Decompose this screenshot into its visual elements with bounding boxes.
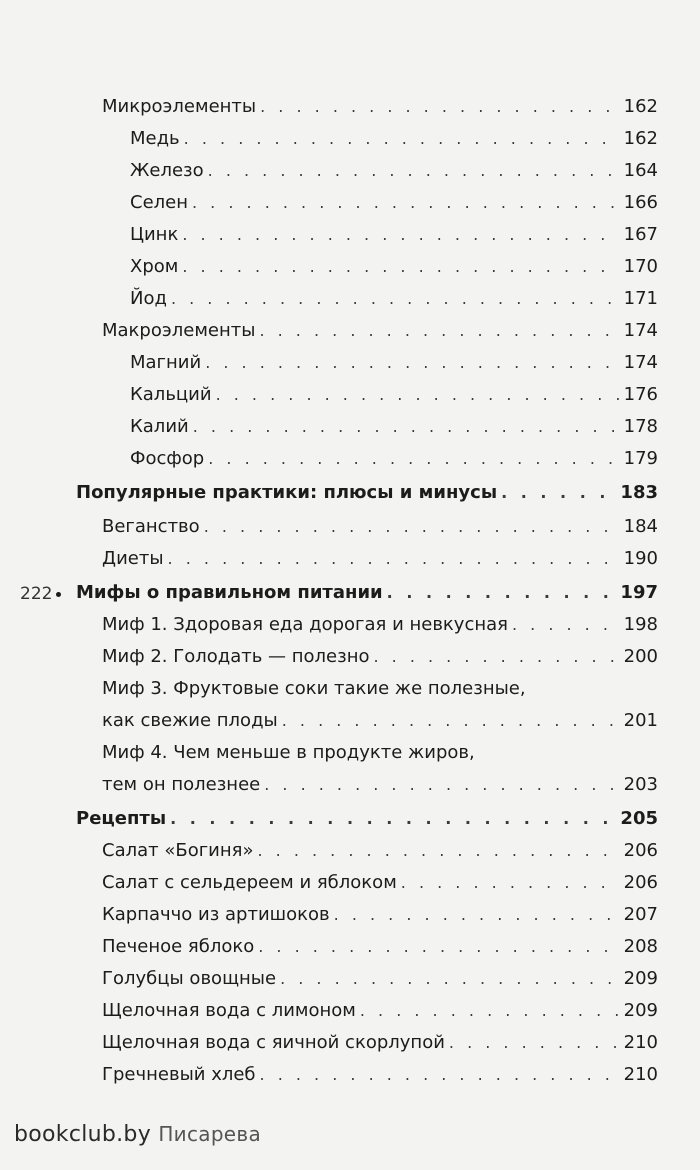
toc-entry-page: 167 bbox=[623, 224, 658, 245]
toc-entry-title: как свежие плоды bbox=[102, 710, 278, 731]
toc-entry-cabbage-rolls bbox=[102, 958, 658, 990]
toc-entry-title: Медь bbox=[130, 128, 180, 149]
dot-leader bbox=[360, 1000, 620, 1022]
toc-entry-title: Мифы о правильном питании bbox=[76, 582, 383, 603]
toc-entry-page: 162 bbox=[623, 96, 658, 117]
toc-entry-alkaline-water-eggshell bbox=[102, 1022, 658, 1054]
toc-entry-calcium bbox=[130, 374, 658, 406]
dot-leader bbox=[258, 936, 619, 958]
dot-leader bbox=[208, 448, 619, 470]
toc-entry-title: Веганство bbox=[102, 516, 200, 537]
toc-entry-veganism bbox=[102, 506, 658, 538]
dot-leader bbox=[205, 352, 619, 374]
dot-leader bbox=[512, 614, 620, 636]
toc-entry-page: 207 bbox=[623, 904, 658, 925]
toc-entry-page: 178 bbox=[623, 416, 658, 437]
dot-leader bbox=[182, 256, 619, 278]
toc-entry-salad-celery bbox=[102, 862, 658, 894]
toc-entry-page: 198 bbox=[623, 614, 658, 635]
toc-entry-page: 206 bbox=[623, 872, 658, 893]
toc-entry-page: 184 bbox=[623, 516, 658, 537]
dot-leader bbox=[182, 224, 619, 246]
toc-entry-page: 209 bbox=[623, 1000, 658, 1021]
dot-leader bbox=[282, 710, 620, 732]
dot-leader bbox=[260, 1064, 620, 1086]
toc-entry-title: Миф 2. Голодать — полезно bbox=[102, 646, 370, 667]
toc-chapter-myths bbox=[76, 572, 658, 604]
dot-leader bbox=[264, 774, 619, 796]
toc-entry-myth-2 bbox=[102, 636, 658, 668]
toc-entry-zinc bbox=[130, 214, 658, 246]
toc-entry-title: Голубцы овощные bbox=[102, 968, 277, 989]
toc-entry-title: Диеты bbox=[102, 548, 164, 569]
toc-entry-title: Популярные практики: плюсы и минусы bbox=[76, 482, 498, 503]
toc-entry-page: 205 bbox=[620, 808, 658, 829]
site-watermark: bookclub.by bbox=[14, 1122, 152, 1147]
dot-leader bbox=[170, 808, 616, 830]
toc-entry-title: Печеное яблоко bbox=[102, 936, 255, 957]
toc-entry-myth-4 bbox=[102, 764, 658, 796]
toc-entry-microelements bbox=[102, 86, 658, 118]
dot-leader bbox=[171, 288, 620, 310]
toc-entry-macroelements bbox=[102, 310, 658, 342]
toc-entry-page: 162 bbox=[623, 128, 658, 149]
toc-entry-title: Железо bbox=[130, 160, 204, 181]
toc-entry-page: 200 bbox=[623, 646, 658, 667]
toc-entry-page: 206 bbox=[623, 840, 658, 861]
dot-leader bbox=[280, 968, 620, 990]
toc-entry-title: Карпаччо из артишоков bbox=[102, 904, 330, 925]
dot-leader bbox=[204, 516, 620, 538]
toc-entry-iron bbox=[130, 150, 658, 182]
toc-entry-title: Салат с сельдереем и яблоком bbox=[102, 872, 397, 893]
dot-leader bbox=[449, 1032, 620, 1054]
dot-leader bbox=[208, 160, 620, 182]
dot-leader bbox=[387, 582, 617, 604]
toc-entry-page: 201 bbox=[623, 710, 658, 731]
toc-entry-title: Цинк bbox=[130, 224, 179, 245]
toc-entry-title: тем он полезнее bbox=[102, 774, 261, 795]
toc-entry-title: Фосфор bbox=[130, 448, 205, 469]
toc-entry-page: 179 bbox=[623, 448, 658, 469]
toc-entry-phosphorus bbox=[130, 438, 658, 470]
toc-entry-title: Кальций bbox=[130, 384, 212, 405]
toc-entry-page: 209 bbox=[623, 968, 658, 989]
dot-leader bbox=[259, 320, 619, 342]
dot-leader bbox=[373, 646, 619, 668]
toc-entry-page: 174 bbox=[623, 352, 658, 373]
toc-entry-page: 171 bbox=[623, 288, 658, 309]
toc-entry-salad-goddess bbox=[102, 830, 658, 862]
toc-entry-alkaline-water-lemon bbox=[102, 990, 658, 1022]
toc-entry-title: Микроэлементы bbox=[102, 96, 257, 117]
toc-entry-myth-1 bbox=[102, 604, 658, 636]
page-number-bullet bbox=[56, 592, 61, 597]
dot-leader bbox=[257, 840, 619, 862]
page-number: 222 bbox=[20, 584, 53, 604]
toc-entry-magnesium bbox=[130, 342, 658, 374]
toc-entry-page: 176 bbox=[623, 384, 658, 405]
toc-entry-title: Калий bbox=[130, 416, 189, 437]
toc-entry-selenium bbox=[130, 182, 658, 214]
dot-leader bbox=[184, 128, 620, 150]
toc-entry-page: 166 bbox=[623, 192, 658, 213]
toc-entry-title: Щелочная вода с яичной скорлупой bbox=[102, 1032, 445, 1053]
toc-entry-title: Йод bbox=[130, 288, 167, 309]
dot-leader bbox=[168, 548, 620, 570]
dot-leader bbox=[501, 482, 616, 504]
toc-entry-myth-3 bbox=[102, 700, 658, 732]
dot-leader bbox=[216, 384, 620, 406]
footer-watermark bbox=[14, 1122, 261, 1147]
toc-entry-page: 190 bbox=[623, 548, 658, 569]
toc-chapter-popular-practices bbox=[76, 472, 658, 504]
toc-entry-title: Рецепты bbox=[76, 808, 167, 829]
toc-entry-title: Гречневый хлеб bbox=[102, 1064, 256, 1085]
toc-entry-myth-4-line1: Миф 4. Чем меньше в продукте жиров, bbox=[102, 742, 475, 763]
toc-entry-page: 210 bbox=[623, 1032, 658, 1053]
toc-entry-carpaccio bbox=[102, 894, 658, 926]
toc-entry-buckwheat-bread bbox=[102, 1054, 658, 1086]
dot-leader bbox=[401, 872, 620, 894]
toc-entry-page: 197 bbox=[620, 582, 658, 603]
dot-leader bbox=[334, 904, 620, 926]
toc-entry-title: Миф 1. Здоровая еда дорогая и невкусная bbox=[102, 614, 508, 635]
toc-entry-myth-3-line1: Миф 3. Фруктовые соки такие же полезные, bbox=[102, 678, 526, 699]
toc-entry-potassium bbox=[130, 406, 658, 438]
dot-leader bbox=[192, 192, 620, 214]
toc-entry-title: Магний bbox=[130, 352, 202, 373]
toc-entry-copper bbox=[130, 118, 658, 150]
toc-chapter-recipes bbox=[76, 798, 658, 830]
toc-entry-iodine bbox=[130, 278, 658, 310]
toc-entry-page: 183 bbox=[620, 482, 658, 503]
toc-entry-page: 203 bbox=[623, 774, 658, 795]
toc-entry-title: Селен bbox=[130, 192, 188, 213]
toc-entry-page: 164 bbox=[623, 160, 658, 181]
dot-leader bbox=[260, 96, 620, 118]
toc-entry-title: Щелочная вода с лимоном bbox=[102, 1000, 356, 1021]
toc-entry-chromium bbox=[130, 246, 658, 278]
toc-entry-baked-apple bbox=[102, 926, 658, 958]
toc-entry-title: Макроэлементы bbox=[102, 320, 256, 341]
toc-entry-title: Хром bbox=[130, 256, 179, 277]
dot-leader bbox=[193, 416, 620, 438]
toc-entry-page: 170 bbox=[623, 256, 658, 277]
toc-entry-page: 208 bbox=[623, 936, 658, 957]
toc-entry-page: 174 bbox=[623, 320, 658, 341]
toc-entry-diets bbox=[102, 538, 658, 570]
footer-author: Писарева bbox=[158, 1122, 262, 1146]
toc-entry-title: Салат «Богиня» bbox=[102, 840, 254, 861]
toc-entry-page: 210 bbox=[623, 1064, 658, 1085]
